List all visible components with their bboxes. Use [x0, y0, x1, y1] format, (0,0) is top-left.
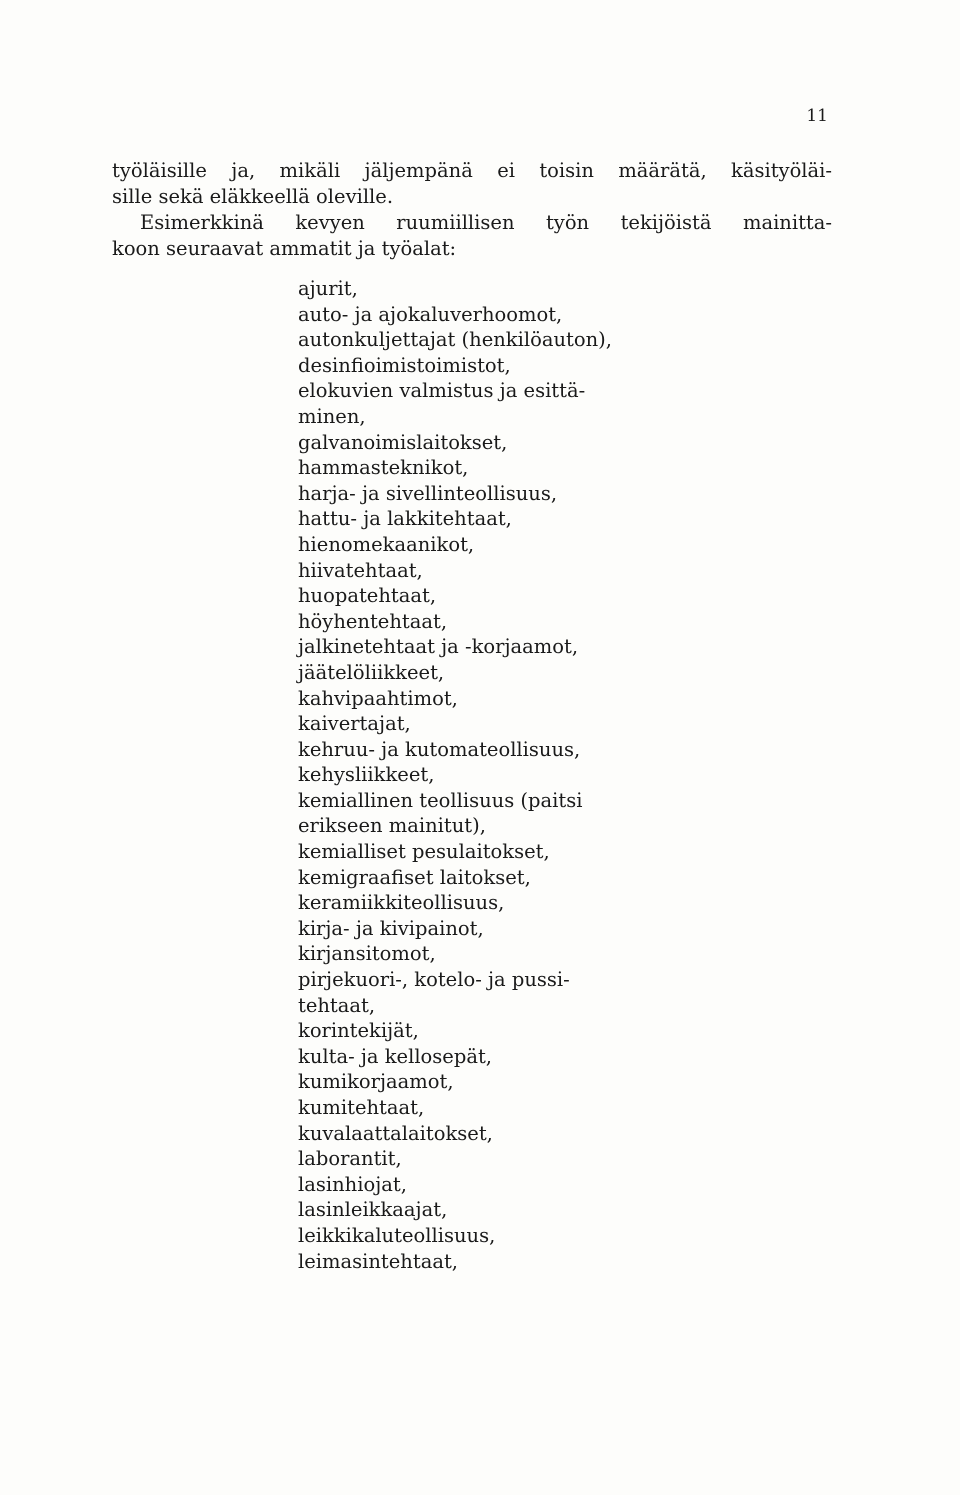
intro-line-3: Esimerkkinä kevyen ruumiillisen työn tekijöistä mainitta-: [140, 211, 832, 234]
list-item: [298, 916, 698, 942]
list-item: [298, 302, 698, 328]
list-item-text: hienomekaanikot,: [298, 532, 475, 556]
list-item: [298, 1069, 698, 1095]
list-item-text: kirja- ja kivipainot,: [298, 916, 484, 940]
list-item-text: jäätelöliikkeet,: [298, 660, 445, 684]
list-item: [298, 762, 698, 788]
list-item-continuation: tehtaat,: [298, 993, 376, 1017]
list-item-text: huopatehtaat,: [298, 584, 437, 608]
list-item: [298, 1044, 698, 1070]
list-item: [298, 327, 698, 353]
list-item-text: auto- ja ajokaluverhoomot,: [298, 302, 563, 326]
list-item: [298, 609, 698, 635]
list-item-text: kirjansitomot,: [298, 942, 436, 966]
list-item: [298, 1197, 698, 1223]
list-item-text: galvanoimislaitokset,: [298, 430, 508, 454]
list-item: [298, 532, 698, 558]
list-item: [298, 583, 698, 609]
list-item-text: leimasintehtaat,: [298, 1249, 458, 1273]
list-item: [298, 660, 698, 686]
list-item: [298, 1121, 698, 1147]
list-item-text: keramiikkiteollisuus,: [298, 891, 505, 915]
list-item: [298, 788, 698, 839]
list-item: [298, 1018, 698, 1044]
list-item-text: pirjekuori-, kotelo- ja pussi-: [298, 968, 570, 992]
intro-paragraph: [112, 158, 832, 262]
list-item-text: kaivertajat,: [298, 712, 411, 736]
list-item: [298, 1095, 698, 1121]
list-item-text: kemiallinen teollisuus (paitsi: [298, 788, 583, 812]
list-item: [298, 634, 698, 660]
list-item-text: elokuvien valmistus ja esittä-: [298, 379, 586, 403]
list-item: [298, 430, 698, 456]
list-item-continuation: minen,: [298, 404, 366, 428]
list-item: [298, 865, 698, 891]
list-item-text: kuvalaattalaitokset,: [298, 1121, 493, 1145]
intro-line-4: koon seuraavat ammatit ja työalat:: [112, 237, 457, 260]
list-item-text: laborantit,: [298, 1147, 402, 1171]
list-item: [298, 890, 698, 916]
list-item: [298, 558, 698, 584]
list-item-text: lasinhiojat,: [298, 1172, 407, 1196]
list-item-text: kumikorjaamot,: [298, 1070, 454, 1094]
list-item: [298, 481, 698, 507]
list-item-text: hattu- ja lakkitehtaat,: [298, 507, 512, 531]
list-item: [298, 711, 698, 737]
list-item-text: ajurit,: [298, 277, 358, 300]
intro-line-1: työläisille ja, mikäli jäljempänä ei toisin määrätä, käsityöläi-: [112, 159, 832, 182]
list-item-text: höyhentehtaat,: [298, 609, 448, 633]
list-item-text: jalkinetehtaat ja -korjaamot,: [298, 635, 579, 659]
list-item-text: kehruu- ja kutomateollisuus,: [298, 737, 581, 761]
list-item-continuation: erikseen mainitut),: [298, 814, 486, 838]
list-item-text: harja- ja sivellinteollisuus,: [298, 481, 558, 505]
list-item: [298, 506, 698, 532]
list-item: [298, 967, 698, 1018]
list-item: [298, 1172, 698, 1198]
list-item-text: kemigraafiset laitokset,: [298, 865, 531, 889]
list-item: [298, 839, 698, 865]
list-item-text: hammasteknikot,: [298, 456, 469, 480]
list-item: [298, 686, 698, 712]
occupation-list: [298, 276, 698, 1274]
list-item: [298, 737, 698, 763]
page-number: 11: [806, 106, 828, 126]
list-item: [298, 941, 698, 967]
list-item-text: desinfioimistoimistot,: [298, 353, 511, 377]
list-item: [298, 1146, 698, 1172]
list-item: [298, 1249, 698, 1275]
list-item-text: kahvipaahtimot,: [298, 686, 458, 710]
list-item: [298, 1223, 698, 1249]
list-item: [298, 455, 698, 481]
list-item-text: lasinleikkaajat,: [298, 1198, 448, 1222]
list-item-text: hiivatehtaat,: [298, 558, 423, 582]
list-item-text: kulta- ja kellosepät,: [298, 1044, 492, 1068]
list-item: [298, 276, 698, 302]
list-item: [298, 353, 698, 379]
list-item-text: kemialliset pesulaitokset,: [298, 840, 550, 864]
list-item: [298, 378, 698, 429]
intro-line-2: sille sekä eläkkeellä oleville.: [112, 185, 394, 208]
list-item-text: leikkikaluteollisuus,: [298, 1223, 496, 1247]
list-item-text: korintekijät,: [298, 1019, 419, 1043]
list-item-text: kehysliikkeet,: [298, 763, 435, 787]
list-item-text: autonkuljettajat (henkilöauton),: [298, 328, 612, 352]
list-item-text: kumitehtaat,: [298, 1096, 425, 1119]
